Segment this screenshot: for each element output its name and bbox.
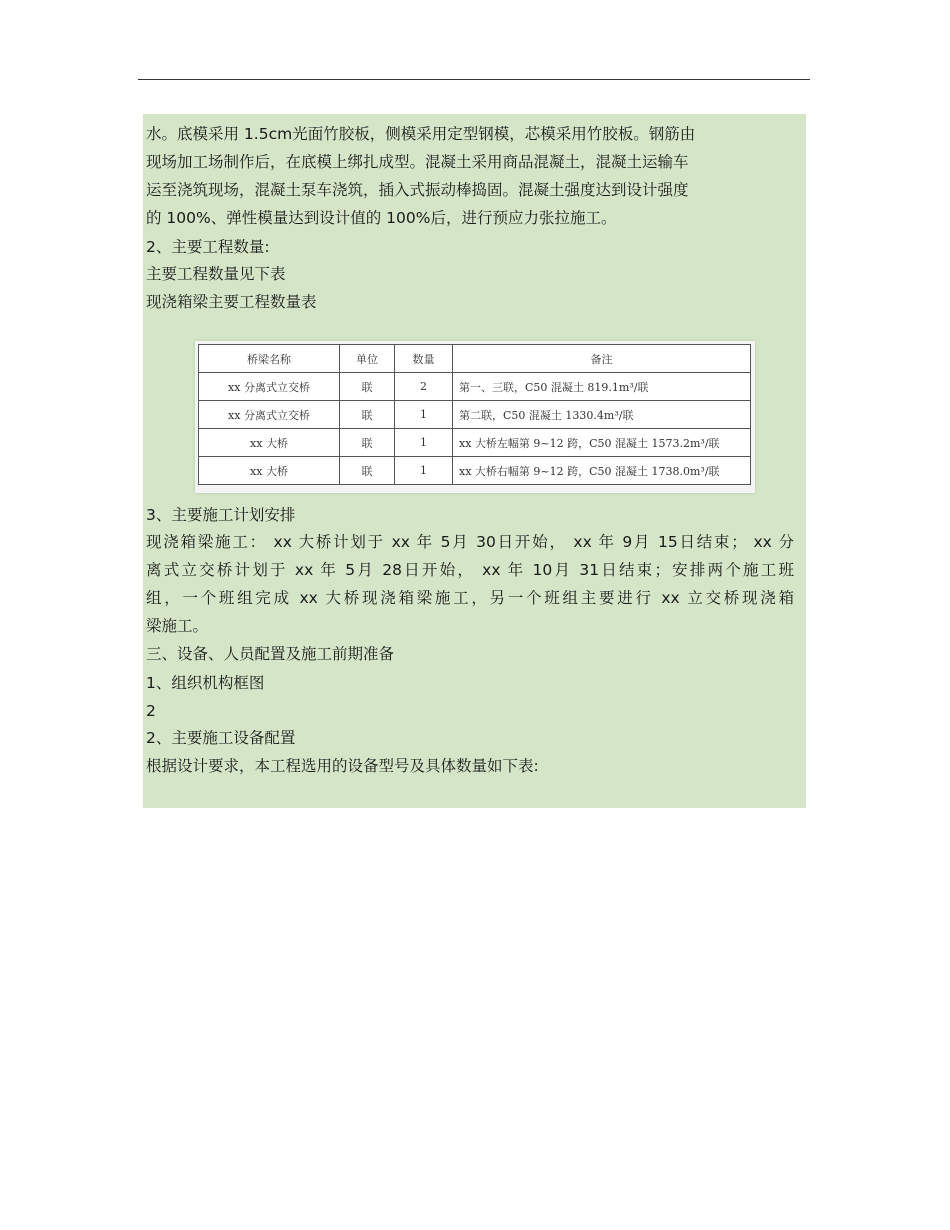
paragraph-line: 现浇箱梁施工： xx 大桥计划于 xx 年 5月 30日开始， xx 年 9月 15日结束； xx 分: [146, 533, 794, 551]
cell-bridge-name: xx 分离式立交桥: [199, 373, 340, 401]
section-heading: 三、设备、人员配置及施工前期准备: [146, 645, 395, 663]
table-title: 现浇箱梁主要工程数量表: [146, 293, 317, 311]
cell-unit: 联: [340, 401, 395, 429]
table-row: [199, 373, 751, 401]
heading-schedule: 3、主要施工计划安排: [146, 506, 296, 524]
item-org-chart: 1、组织机构框图: [146, 674, 265, 692]
cell-bridge-name: xx 大桥: [199, 429, 340, 457]
cell-quantity: 1: [395, 401, 453, 429]
cell-bridge-name: xx 分离式立交桥: [199, 401, 340, 429]
cell-remarks: xx 大桥右幅第 9~12 跨，C50 混凝土 1738.0m³/联: [453, 457, 751, 485]
paragraph-line: 离式立交桥计划于 xx 年 5月 28日开始， xx 年 10月 31日结束；安排两个施工班: [146, 561, 794, 579]
header-unit: 单位: [340, 345, 395, 373]
cell-unit: 联: [340, 373, 395, 401]
paragraph-line: 运至浇筑现场，混凝土泵车浇筑，插入式振动棒捣固。混凝土强度达到设计强度: [146, 181, 689, 199]
paragraph-line: 梁施工。: [146, 617, 209, 635]
table-row: [199, 457, 751, 485]
quantity-table-image: [195, 341, 755, 493]
header-quantity: 数量: [395, 345, 453, 373]
cell-quantity: 1: [395, 457, 453, 485]
cell-unit: 联: [340, 429, 395, 457]
quantity-table: [198, 344, 751, 485]
cell-remarks: 第一、三联，C50 混凝土 819.1m³/联: [453, 373, 751, 401]
cell-unit: 联: [340, 457, 395, 485]
cell-remarks: xx 大桥左幅第 9~12 跨，C50 混凝土 1573.2m³/联: [453, 429, 751, 457]
text-see-table: 主要工程数量见下表: [146, 265, 286, 283]
header-bridge-name: 桥梁名称: [199, 345, 340, 373]
cell-quantity: 2: [395, 373, 453, 401]
heading-quantities: 2、主要工程数量:: [146, 238, 270, 256]
paragraph-line: 的 100%、弹性模量达到设计值的 100%后，进行预应力张拉施工。: [146, 209, 617, 227]
cell-bridge-name: xx 大桥: [199, 457, 340, 485]
page-number: 2: [146, 702, 156, 720]
table-header-row: [199, 345, 751, 373]
table-row: [199, 401, 751, 429]
header-rule: [138, 79, 810, 80]
content-panel: [143, 114, 806, 808]
cell-quantity: 1: [395, 429, 453, 457]
header-remarks: 备注: [453, 345, 751, 373]
table-row: [199, 429, 751, 457]
cell-remarks: 第二联，C50 混凝土 1330.4m³/联: [453, 401, 751, 429]
paragraph-line: 现场加工场制作后，在底模上绑扎成型。混凝土采用商品混凝土，混凝土运输车: [146, 153, 689, 171]
paragraph-line: 水。底模采用 1.5cm光面竹胶板，侧模采用定型钢模，芯模采用竹胶板。钢筋由: [146, 125, 696, 143]
item-equipment: 2、主要施工设备配置: [146, 729, 296, 747]
paragraph-line: 组，一个班组完成 xx 大桥现浇箱梁施工，另一个班组主要进行 xx 立交桥现浇箱: [146, 589, 794, 607]
text-equipment: 根据设计要求，本工程选用的设备型号及具体数量如下表:: [146, 757, 539, 775]
